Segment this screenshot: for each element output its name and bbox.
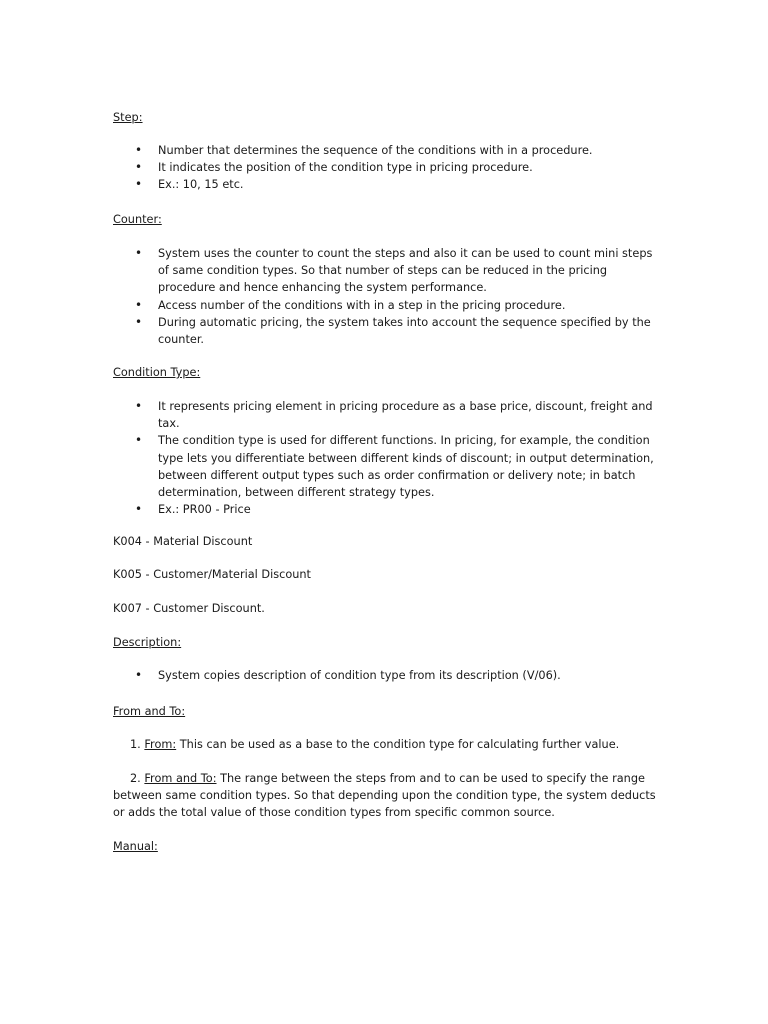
list-item: • Ex.: PR00 - Price bbox=[113, 501, 658, 518]
list-item: • Access number of the conditions with in a step in the pricing procedure. bbox=[113, 297, 658, 314]
list-item: • It represents pricing element in pricing procedure as a base price, discount, freight and tax. bbox=[135, 399, 653, 431]
counter-bullet-list bbox=[113, 245, 658, 348]
from-term: From: bbox=[144, 738, 177, 751]
bullet-icon: • bbox=[135, 502, 143, 517]
step-bullet-list bbox=[113, 142, 658, 194]
bullet-icon: • bbox=[135, 177, 143, 192]
from-to-item-2: 2. From and To: The range between the steps from and to can be used to specify the range between same condition types. So that depending upon the condition type, the system deducts or adds the total value of those condition types from specific common source. bbox=[113, 772, 656, 819]
counter-heading: Counter: bbox=[113, 213, 162, 226]
list-item: • The condition type is used for different functions. In pricing, for example, the condition type lets you differentiate between different kinds of discount; in output determination, between different output types such as order confirmation or delivery note; in batch determination, between different strategy types. bbox=[135, 433, 654, 500]
list-item: • System uses the counter to count the steps and also it can be used to count mini steps of same condition types. So that number of steps can be reduced in the pricing procedure and hence enhancing the system performance. bbox=[135, 246, 653, 295]
condition-example-k004: K004 - Material Discount bbox=[113, 535, 253, 548]
bullet-icon: • bbox=[135, 668, 143, 682]
list-item: • During automatic pricing, the system takes into account the sequence specified by the counter. bbox=[135, 314, 651, 347]
description-heading: Description: bbox=[113, 636, 182, 649]
list-item: • Number that determines the sequence of the conditions with in a procedure. bbox=[113, 142, 658, 159]
from-to-item-1: 1. From: This can be used as a base to the condition type for calculating further value. bbox=[130, 738, 620, 751]
list-item: • System copies description of condition type from its description (V/06). bbox=[113, 667, 658, 684]
bullet-icon: • bbox=[135, 314, 143, 329]
bullet-icon: • bbox=[135, 399, 143, 413]
step-heading: Step: bbox=[113, 111, 143, 124]
bullet-icon: • bbox=[135, 297, 143, 312]
list-item: • Ex.: 10, 15 etc. bbox=[113, 176, 658, 193]
bullet-icon: • bbox=[135, 246, 143, 260]
bullet-icon: • bbox=[135, 143, 143, 157]
condition-type-heading: Condition Type: bbox=[113, 366, 201, 379]
condition-example-k005: K005 - Customer/Material Discount bbox=[113, 568, 311, 581]
condition-type-bullet-list bbox=[113, 398, 658, 518]
from-and-to-term: From and To: bbox=[144, 772, 217, 785]
bullet-icon: • bbox=[135, 160, 143, 175]
manual-heading: Manual: bbox=[113, 840, 158, 853]
description-bullet-list bbox=[113, 667, 658, 684]
list-item: • It indicates the position of the condition type in pricing procedure. bbox=[113, 159, 658, 176]
from-to-heading: From and To: bbox=[113, 705, 186, 718]
condition-example-k007: K007 - Customer Discount. bbox=[113, 602, 265, 615]
bullet-icon: • bbox=[135, 433, 143, 448]
